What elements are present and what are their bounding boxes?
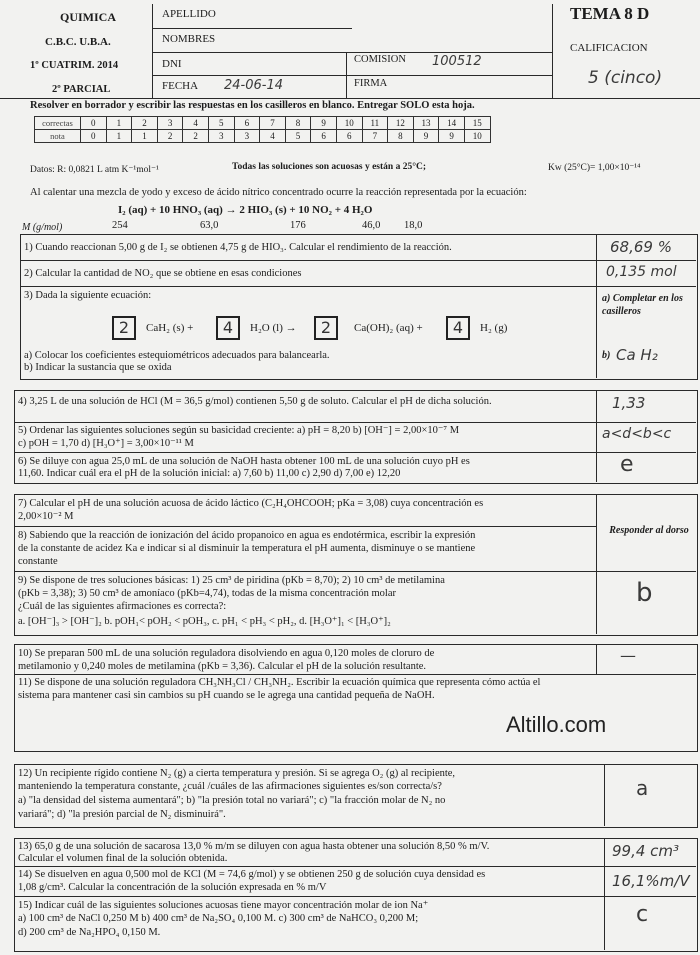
dni-label: DNI [162, 58, 182, 70]
q15-text-2: a) 100 cm³ de NaCl 0,250 M b) 400 cm³ de Na₂SO₄ 0,100 M. c) 300 cm³ de NaHCO₃ 0,200 M; [18, 913, 419, 924]
coef-box[interactable]: 2 [314, 316, 338, 340]
grades-label: nota [35, 130, 81, 143]
q3b-text: b) Indicar la sustancia que se oxida [24, 362, 172, 373]
datos-middle: Todas las soluciones son acuosas y están a 25°C; [232, 162, 427, 172]
q15-text-3: d) 200 cm³ de Na₂HPO₄ 0,150 M. [18, 927, 161, 938]
q5-text-2: c) pOH = 1,70 d) [H₃O⁺] = 3,00×10⁻¹¹ M [18, 438, 194, 449]
firma-label: FIRMA [354, 78, 388, 89]
q4-text: 4) 3,25 L de una solución de HCl (M = 36,5 g/mol) contienen 5,50 g de soluto. Calcular el pH de dicha solución. [18, 396, 492, 407]
grades-label: correctas [35, 117, 81, 130]
q10-answer: — [620, 646, 636, 665]
q8-text-1: 8) Sabiendo que la reacción de ionización del ácido propanoico en agua es endotérmica, escribir la expresión [18, 530, 476, 541]
intro: Al calentar una mezcla de yodo y exceso de ácido nítrico concentrado ocurre la reacción representada por la ecuación: [30, 187, 527, 198]
q2-answer: 0,135 mol [606, 264, 677, 280]
q13-text-1: 13) 65,0 g de una solución de sacarosa 13,0 % m/m se diluyen con agua hasta obtener una solución 8,50 % m/V. [18, 841, 490, 852]
q15-answer: c [636, 902, 649, 927]
q9-text-2: (pKb = 3,38); 3) 50 cm³ de amoníaco (pKb=4,74), todas de la misma concentración molar [18, 588, 397, 599]
fecha-value: 24-06-14 [224, 78, 284, 93]
datos-left: Datos: R: 0,0821 L atm K⁻¹mol⁻¹ [30, 165, 159, 175]
q13-answer: 99,4 cm³ [612, 842, 680, 860]
q11-text-2: sistema para mantener casi sin cambios su pH cuando se le agrega una cantidad pequeña de NaOH. [18, 690, 435, 701]
q6-text-2: 11,60. Indicar cuál era el pH de la solución inicial: a) 7,60 b) 11,00 c) 2,90 d) 7,00 e) 12,20 [18, 468, 401, 479]
molar-value: 254 [112, 220, 128, 231]
q8-text-2: de la constante de acidez Ka e indicar si al disminuir la temperatura el pH aumenta, disminuye o se mantiene [18, 543, 476, 554]
comision-value: 100512 [432, 54, 482, 69]
molar-value: 63,0 [200, 220, 219, 231]
q12-text-1: 12) Un recipiente rígido contiene N₂ (g) a cierta temperatura y presión. Si se agrega O₂ (g) al recipiente, [18, 768, 456, 779]
q13-text-2: Calcular el volumen final de la solución obtenida. [18, 853, 228, 864]
apellido-label: APELLIDO [162, 8, 216, 20]
coef-box[interactable]: 4 [216, 316, 240, 340]
q14-text-1: 14) Se disuelven en agua 0,500 mol de KCl (M = 74,6 g/mol) y se obtienen 250 g de solución cuya densidad es [18, 869, 486, 880]
instructions: Resolver en borrador y escribir las respuestas en los casilleros en blanco. Entregar SOLO esta hoja. [30, 100, 475, 111]
q3-species: Ca(OH)₂ (aq) + [354, 322, 423, 334]
q5-answer: a<d<b<c [602, 426, 672, 442]
q3b-answer-label: b) [602, 350, 611, 361]
q3-note: a) Completar en los casilleros [602, 293, 683, 317]
exam: 2º PARCIAL [52, 84, 111, 95]
q14-answer: 16,1%m/V [612, 872, 690, 890]
q12-text-4: variará"; d) "la presión parcial de N₂ disminuirá". [18, 809, 226, 820]
fecha-label: FECHA [162, 80, 199, 92]
tema: TEMA 8 D [570, 4, 650, 23]
q6-answer: e [620, 452, 634, 477]
term: 1º CUATRIM. 2014 [30, 60, 119, 71]
q12-text-2: manteniendo la temperatura constante, ¿cuál /cuáles de las afirmaciones siguientes es/son correcta/s? [18, 781, 442, 792]
q8-answer: Responder al dorso [609, 525, 689, 536]
q1-text: 1) Cuando reaccionan 5,00 g de I₂ se obtienen 4,75 g de HIO₃. Calcular el rendimiento de la reacción. [24, 242, 452, 253]
q9-text-1: 9) Se dispone de tres soluciones básicas: 1) 25 cm³ de piridina (pKb = 8,70); 2) 10 cm³ de metilamina [18, 575, 445, 586]
q3-text: 3) Dada la siguiente ecuación: [24, 290, 152, 301]
molar-label: M (g/mol) [22, 222, 63, 233]
subject: QUIMICA [60, 10, 116, 24]
school: C.B.C. U.B.A. [45, 36, 111, 48]
grades-row-nota: nota 0 1 1 2 2 3 3 4 5 6 6 7 8 9 9 10 [35, 130, 491, 143]
comision-label: COMISION [354, 54, 406, 65]
calificacion-label: CALIFICACION [570, 42, 648, 54]
q7-text-2: 2,00×10⁻² M [18, 511, 74, 522]
q12-text-3: a) "la densidad del sistema aumentará"; b) "la presión total no variará"; c) "la fracción molar de N₂ no [18, 795, 446, 806]
q9-text-4: a. [OH⁻]₃ > [OH⁻]₂ b. pOH₁< pOH₂ < pOH₃, c. pH₁ < pH₃ < pH₂, d. [H₃O⁺]₁ < [H₃O⁺]₂ [18, 616, 391, 627]
calificacion-value: 5 (cinco) [588, 68, 663, 88]
datos-right: Kw (25°C)= 1,00×10⁻¹⁴ [548, 163, 641, 173]
q3-species: CaH₂ (s) + [146, 322, 194, 334]
coef-box[interactable]: 2 [112, 316, 136, 340]
nombres-label: NOMBRES [162, 33, 216, 45]
q6-text-1: 6) Se diluye con agua 25,0 mL de una solución de NaOH hasta obtener 100 mL de una solución cuyo pH es [18, 456, 470, 467]
q4-answer: 1,33 [612, 394, 646, 412]
q3a-text: a) Colocar los coeficientes estequiométricos adecuados para balancearla. [24, 350, 330, 361]
q3-species: H₂ (g) [480, 322, 508, 334]
q12-answer: a [636, 776, 649, 800]
q11-text-1: 11) Se dispone de una solución reguladora CH₃NH₃Cl / CH₃NH₂. Escribir la ecuación química que representa cómo actúa el [18, 677, 541, 688]
grades-row-correctas: correctas 0 1 2 3 4 5 6 7 8 9 10 11 12 13 14 15 [35, 117, 491, 130]
q8-text-3: constante [18, 556, 58, 567]
watermark: Altillo.com [506, 712, 607, 737]
q10-text-1: 10) Se preparan 500 mL de una solución reguladora disolviendo en agua 0,120 moles de cloruro de [18, 648, 435, 659]
q3-species: H₂O (l) → [250, 322, 297, 334]
coef-box[interactable]: 4 [446, 316, 470, 340]
q3b-answer: Ca H₂ [616, 346, 658, 364]
q7-text-1: 7) Calcular el pH de una solución acuosa de ácido láctico (C₂H₄OHCOOH; pKa = 3,08) cuya concentración es [18, 498, 484, 509]
molar-value: 46,0 [362, 220, 381, 231]
q10-text-2: metilamonio y 0,240 moles de metilamina (pKb = 3,36). Calcular el pH de la solución resultante. [18, 661, 427, 672]
equation: I₂ (aq) + 10 HNO₃ (aq) → 2 HIO₃ (s) + 10 NO₂ + 4 H₂O [118, 204, 373, 216]
q15-text-1: 15) Indicar cuál de las siguientes soluciones acuosas tiene mayor concentración molar de ion Na⁺ [18, 900, 429, 911]
q1-answer: 68,69 % [610, 238, 672, 256]
q9-answer: b [636, 578, 653, 608]
q9-text-3: ¿Cuál de las siguientes afirmaciones es correcta?: [18, 601, 227, 612]
q14-text-2: 1,08 g/cm³. Calcular la concentración de la solución expresada en % m/V [18, 882, 327, 893]
molar-value: 18,0 [404, 220, 423, 231]
q2-text: 2) Calcular la cantidad de NO₂ que se obtiene en esas condiciones [24, 268, 302, 279]
molar-value: 176 [290, 220, 306, 231]
q5-text-1: 5) Ordenar las siguientes soluciones según su basicidad creciente: a) pH = 8,20 b) [OH⁻] = 2,00×10⁻⁷ M [18, 425, 460, 436]
grades-table [34, 116, 491, 143]
